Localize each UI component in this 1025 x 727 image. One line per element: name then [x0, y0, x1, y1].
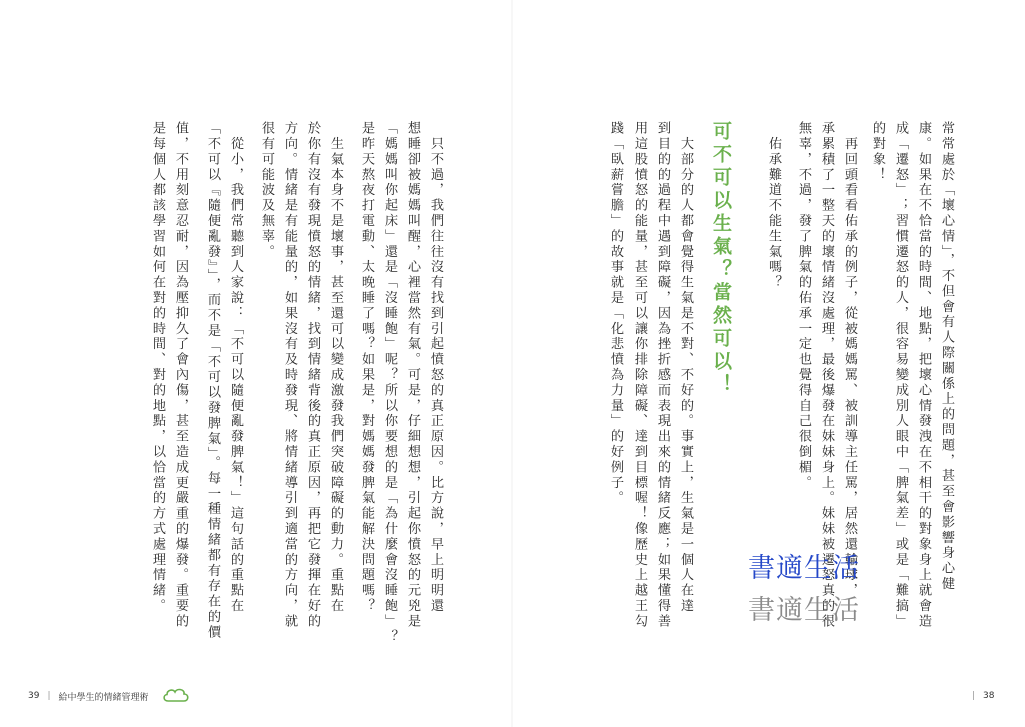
left-col-9: 從小，我們常聽到人家說：「不可以隨便亂發脾氣！」這句話的重點在	[228, 121, 243, 614]
right-col-2: 康。如果在不恰當的時間、地點，把壞心情發洩在不相干的對象身上就會造	[916, 121, 931, 630]
right-col-11: 用這股憤怒的能量，甚至可以讓你排除障礙、達到目標喔！像歷史上越王勾	[632, 121, 647, 630]
right-col-6: 承累積了一整天的壞情緒沒處理，最後爆發在妹妹身上。妹妹被遷怒真的很	[819, 121, 834, 630]
left-col-3: 「媽媽叫你起床」還是「沒睡飽」呢？所以你要想的是「為什麼會沒睡飽」？	[382, 121, 397, 645]
page-number-left: 39	[28, 691, 40, 701]
right-col-1: 常常處於「壞心情」，不但會有人際關係上的問題，甚至會影響身心健	[939, 121, 954, 592]
footer-left	[28, 684, 191, 708]
page-number-right: 38	[983, 691, 995, 701]
left-col-10: 「不可以『隨便亂發』」，而不是「不可以發脾氣」。每一種情緒都有存在的價	[205, 121, 220, 641]
left-col-1: 只不過，我們往往沒有找到引起憤怒的真正原因。比方說，早上明明還	[428, 121, 443, 614]
right-col-3: 成「遷怒」；習慣遷怒的人，很容易變成別人眼中「脾氣差」或是「難搞」	[893, 121, 908, 630]
cloud-icon	[161, 686, 191, 707]
right-col-10: 到目的的過程中遇到障礙，因為挫折感而表現出來的情緒反應；如果懂得善	[655, 121, 670, 630]
watermark-gray: 書適生活	[748, 595, 860, 626]
page-gutter	[511, 0, 513, 727]
right-col-8: 佑承難道不能生氣嗎？	[766, 121, 781, 291]
footer-separator: |	[47, 691, 51, 701]
left-col-5: 生氣本身不是壞事，甚至還可以變成激發我們突破障礙的動力。重點在	[328, 121, 343, 614]
left-col-8: 很有可能波及無辜。	[259, 121, 274, 260]
left-col-12: 是每個人都該學習如何在對的時間、對的地點，以恰當的方式處理情緒。	[150, 121, 165, 614]
left-col-6: 於你有沒有發現憤怒的情緒，找到情緒背後的真正原因，再把它發揮在好的	[305, 121, 320, 630]
left-col-2: 想睡卻被媽媽叫醒，心裡當然有氣。可是，仔細想想，引起你憤怒的元兇是	[405, 121, 420, 630]
book-title: 給中學生的情緒管理術	[58, 692, 149, 703]
left-col-11: 值，不用刻意忍耐，因為壓抑久了會內傷，甚至造成更嚴重的爆發。重要的	[173, 121, 188, 630]
footer-separator: |	[972, 691, 976, 701]
right-col-12: 踐「臥薪嘗膽」的故事就是「化悲憤為力量」的好例子。	[608, 121, 623, 506]
right-col-5: 再回頭看看佑承的例子，從被媽媽罵、被訓導主任罵，居然還輸球，	[842, 121, 857, 599]
footer-right	[972, 684, 995, 708]
left-col-7: 方向。情緒是有能量的，如果沒有及時發現、將情緒導引到適當的方向，就	[282, 121, 297, 630]
right-col-7: 無辜，不過，發了脾氣的佑承一定也覺得自己很倒楣。	[796, 121, 811, 491]
right-col-4: 的對象！	[870, 121, 885, 183]
right-col-9: 大部分的人都會覺得生氣是不對、不好的。事實上，生氣是一個人在達	[678, 121, 693, 614]
left-col-4: 是昨天熬夜打電動、太晚睡了嗎？如果是，對媽媽發脾氣能解決問題嗎？	[359, 121, 374, 614]
section-heading: 可不可以生氣？當然可以！	[710, 121, 732, 397]
watermark-blue: 書適生活	[748, 553, 860, 584]
